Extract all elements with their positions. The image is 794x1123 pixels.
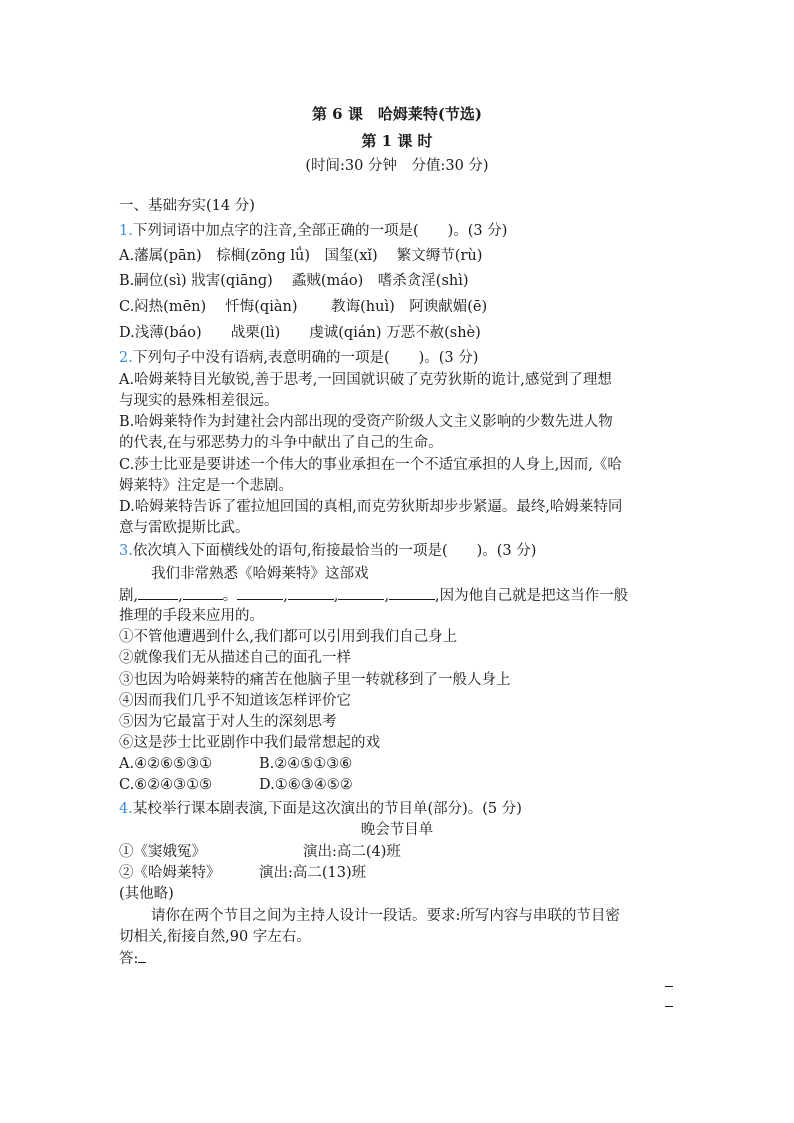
program-item-performer: 演出:高二(4)班 <box>303 844 401 860</box>
q1-option-b: B.嗣位(sì) 戕害(qiānɡ) 蟊贼(máo) 嗜杀贪淫(shì) <box>119 273 469 289</box>
period-title: 第 1 课 时 <box>361 132 433 150</box>
q2-option-b-line1: B.哈姆莱特作为封建社会内部出现的受资产阶级人文主义影响的少数先进人物 <box>119 414 613 430</box>
fill-blank[interactable] <box>389 585 435 600</box>
q3-option-d: D.①⑥③④⑤② <box>259 777 353 793</box>
program-other-note: (其他略) <box>119 886 174 902</box>
q3-sentence-4: ④因而我们几乎不知道该怎样评价它 <box>119 693 351 709</box>
q4-requirement-line1: 请你在两个节目之间为主持人设计一段话。要求:所写内容与串联的节目密 <box>151 908 620 924</box>
fill-blank[interactable] <box>138 585 178 600</box>
program-item-1 <box>119 842 401 862</box>
fill-blank[interactable] <box>183 585 223 600</box>
fill-blank[interactable] <box>237 585 283 600</box>
q1-option-d: D.浅薄(báo) 战栗(lì) 虔诚(qián) 万恶不赦(shè) <box>119 325 481 341</box>
q3-option-b: B.②④⑤①③⑥ <box>259 756 353 772</box>
question-number: 3. <box>119 543 133 559</box>
q3-options-cd <box>119 775 353 795</box>
program-item-2 <box>119 863 366 883</box>
q4-requirement-line2: 切相关,衔接自然,90 字左右。 <box>119 929 311 945</box>
q3-passage-line2: 剧, , 。 , , , ,因为他自己就是把这当作一般 <box>119 585 628 606</box>
fill-blank[interactable] <box>338 585 384 600</box>
section-heading: 一、基础夯实(14 分) <box>119 198 255 214</box>
question-4-stem: 4.某校举行课本剧表演,下面是这次演出的节目单(部分)。(5 分) <box>119 801 522 817</box>
q3-sentence-2: ②就像我们无从描述自己的面孔一样 <box>119 650 351 666</box>
q3-options-ab <box>119 754 352 774</box>
q1-option-c: C.闷热(mēn) 忏悔(qiàn) 教诲(huì) 阿谀献媚(ē) <box>119 299 488 315</box>
lesson-title: 第 6 课 哈姆莱特(节选) <box>311 105 483 123</box>
q2-option-c-line1: C.莎士比亚是要讲述一个伟大的事业承担在一个不适宜承担的人身上,因而,《哈 <box>119 457 622 473</box>
q2-option-a-line2: 与现实的悬殊相差很远。 <box>119 393 279 409</box>
q3-passage-line1: 我们非常熟悉《哈姆莱特》这部戏 <box>151 566 369 582</box>
q3-sentence-5: ⑤因为它最富于对人生的深刻思考 <box>119 714 337 730</box>
q3-option-a: A.④②⑥⑤③① <box>119 756 213 772</box>
q2-option-d-line1: D.哈姆莱特告诉了霍拉旭回国的真相,而克劳狄斯却步步紧逼。最终,哈姆莱特同 <box>119 499 623 515</box>
program-item-performer: 演出:高二(13)班 <box>259 865 367 881</box>
answer-blank[interactable] <box>138 948 146 963</box>
q2-option-c-line2: 姆莱特》注定是一个悲剧。 <box>119 478 293 494</box>
question-1-stem: 1.下列词语中加点字的注音,全部正确的一项是( )。(3 分) <box>119 223 508 239</box>
q2-option-a-line1: A.哈姆莱特目光敏锐,善于思考,一回国就识破了克劳狄斯的诡计,感觉到了理想 <box>119 372 612 388</box>
answer-line <box>119 948 146 969</box>
question-2-stem: 2.下列句子中没有语病,表意明确的一项是( )。(3 分) <box>119 350 479 366</box>
q2-option-d-line2: 意与雷欧提斯比武。 <box>119 520 250 536</box>
answer-blank-marker[interactable] <box>665 1006 673 1007</box>
q3-passage-line3: 推理的手段来应用的。 <box>119 608 264 624</box>
q2-option-b-line2: 的代表,在与邪恶势力的斗争中献出了自己的生命。 <box>119 435 443 451</box>
fill-blank[interactable] <box>288 585 334 600</box>
q3-sentence-1: ①不管他遭遇到什么,我们都可以引用到我们自己身上 <box>119 629 458 645</box>
question-number: 2. <box>119 350 133 366</box>
program-title: 晚会节目单 <box>360 822 434 838</box>
q1-option-a: A.藩属(pān) 棕榈(zōng lǘ) 国玺(xǐ) 繁文缛节(rù) <box>119 248 483 264</box>
answer-label: 答: <box>119 951 139 967</box>
question-3-stem: 3.依次填入下面横线处的语句,衔接最恰当的一项是( )。(3 分) <box>119 543 537 559</box>
program-item-name: ①《窦娥冤》 <box>119 844 206 860</box>
time-score-info: (时间:30 分钟 分值:30 分) <box>305 158 489 174</box>
question-number: 4. <box>119 801 133 817</box>
answer-blank-marker[interactable] <box>665 986 673 987</box>
q3-option-c: C.⑥②④③①⑤ <box>119 777 213 793</box>
program-item-name: ②《哈姆莱特》 <box>119 865 221 881</box>
q3-sentence-6: ⑥这是莎士比亚剧作中我们最常想起的戏 <box>119 735 380 751</box>
question-number: 1. <box>119 223 133 239</box>
q3-sentence-3: ③也因为哈姆莱特的痛苦在他脑子里一转就移到了一般人身上 <box>119 672 511 688</box>
